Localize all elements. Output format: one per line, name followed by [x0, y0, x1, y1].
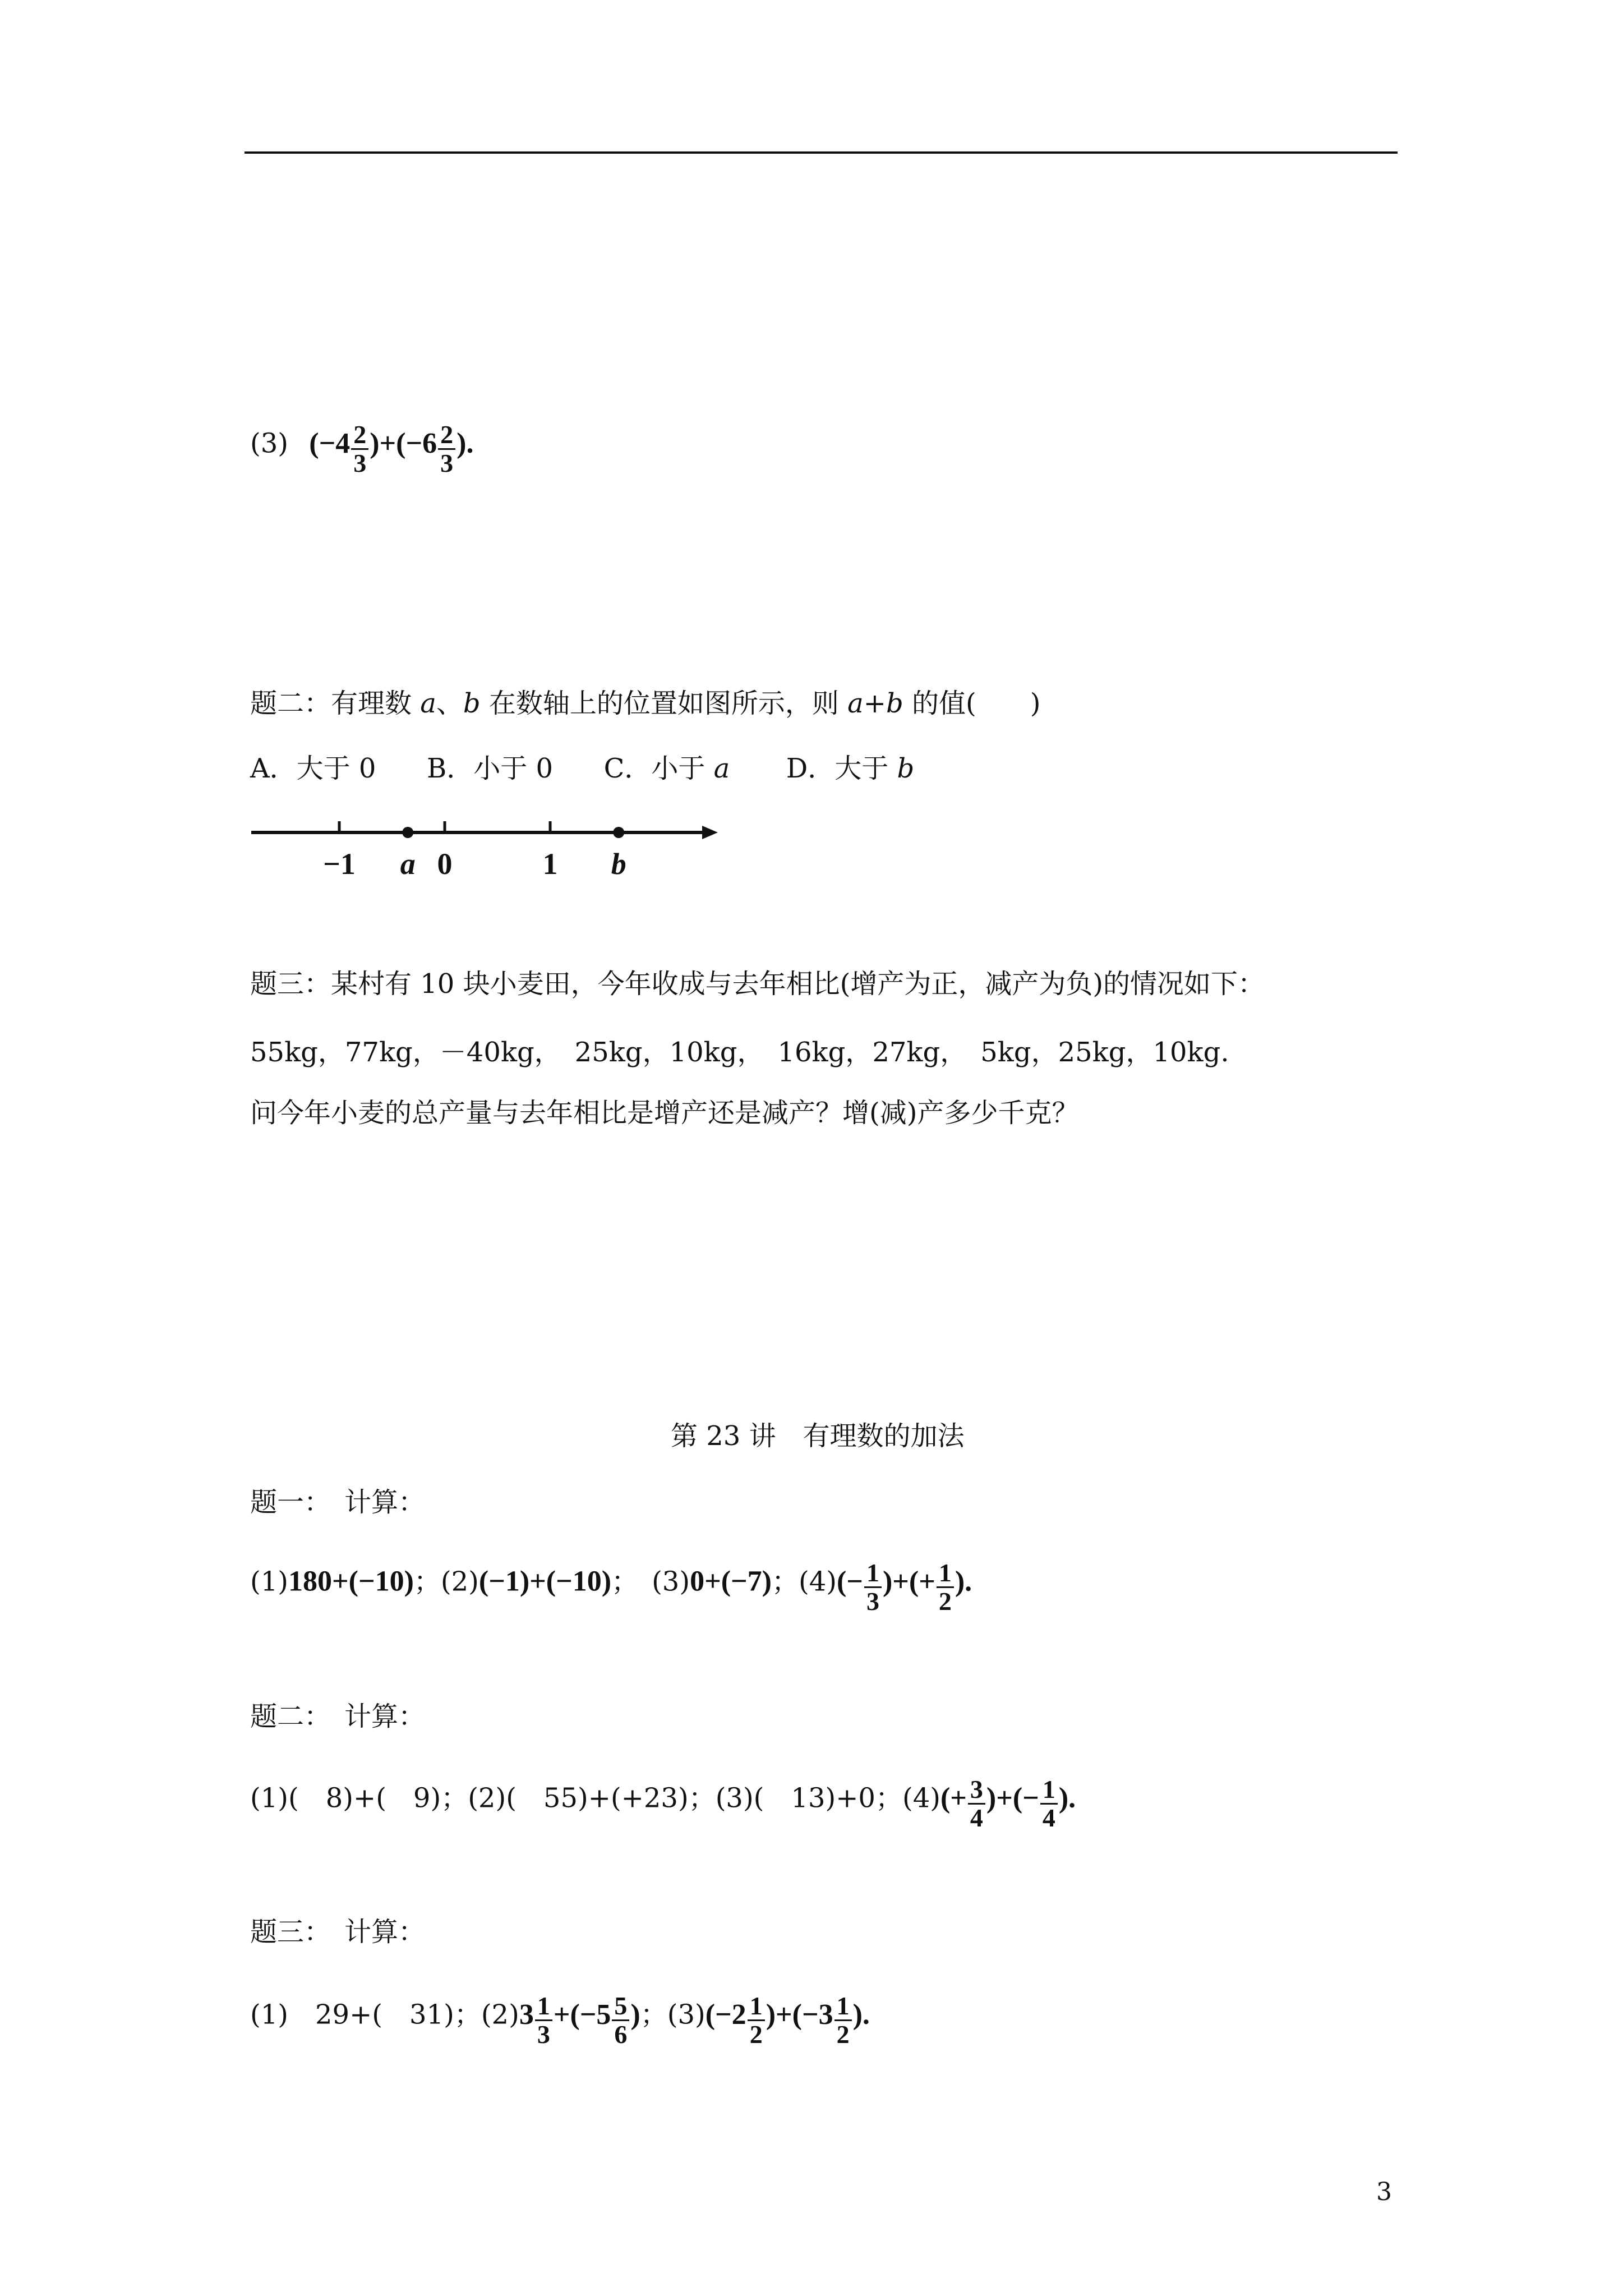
point-b: [613, 827, 624, 838]
option-d: [786, 753, 914, 784]
expr-part: ).: [1058, 1782, 1076, 1814]
option-c: [604, 753, 730, 784]
expr-4a: (−: [836, 1565, 863, 1598]
sep: ；(4): [771, 1566, 837, 1598]
var-a-plus-b: a+b: [847, 688, 903, 719]
header-rule: [245, 151, 1398, 154]
fraction: [1040, 1776, 1058, 1832]
p3-heading: 题三： 计算：: [250, 1916, 426, 1948]
denominator: 3: [866, 1587, 879, 1616]
fraction: [937, 1559, 954, 1616]
expr-3: 0+(−7): [690, 1565, 772, 1598]
expr-part: (−2: [705, 1998, 746, 2031]
option-d-var: b: [897, 753, 915, 784]
numerator: 2: [351, 421, 368, 450]
arrow-head-icon: [702, 826, 718, 839]
item-label: (3): [250, 427, 288, 459]
whole: 3: [519, 1998, 534, 2031]
p3-expressions: [250, 1989, 870, 2049]
p2-heading: 题二： 计算：: [250, 1701, 426, 1732]
expr-part: ).: [457, 427, 474, 459]
q2-sep: 、: [436, 688, 463, 719]
p1-expressions: [250, 1556, 972, 1616]
denominator: 6: [614, 2020, 628, 2049]
fraction: [438, 421, 455, 477]
tick-label: 0: [437, 847, 453, 881]
q3-line3: 问今年小麦的总产量与去年相比是增产还是减产？增(减)产多少千克？: [250, 1097, 1079, 1129]
fraction: [351, 421, 368, 477]
page-number: 3: [1376, 2178, 1392, 2206]
option-d-text: D．大于: [786, 753, 897, 784]
numerator: 3: [968, 1776, 985, 1805]
numerator: 1: [748, 1993, 765, 2021]
sep: ； (3): [611, 1566, 690, 1598]
expr-part: (+: [940, 1782, 967, 1814]
numerator: 1: [1040, 1776, 1058, 1805]
fraction: [748, 1993, 765, 2049]
expr-part: ).: [852, 1998, 870, 2031]
denominator: 4: [970, 1803, 983, 1833]
denominator: 3: [537, 2020, 550, 2049]
fraction: [612, 1993, 629, 2049]
expr-part: ): [630, 1998, 640, 2031]
lecture-title: 第 23 讲 有理数的加法: [671, 1420, 965, 1452]
expr-1: 180+(−10): [288, 1565, 414, 1598]
expr-part: (−4: [309, 427, 351, 459]
p2-expressions: [250, 1773, 1076, 1833]
q2-options: [250, 755, 914, 782]
denominator: 3: [440, 449, 454, 478]
p1-heading: 题一： 计算：: [250, 1487, 426, 1518]
expr-part: )+(−: [986, 1782, 1039, 1814]
expr-part: )+(−3: [766, 1998, 833, 2031]
point-label-a: a: [400, 847, 416, 881]
numerator: 2: [438, 421, 455, 450]
q2-suffix: 的值( ): [903, 688, 1041, 719]
q2-prefix: 题二：有理数: [250, 688, 421, 719]
fraction: [834, 1993, 852, 2049]
denominator: 4: [1042, 1803, 1055, 1833]
numerator: 1: [535, 1993, 552, 2021]
tick-label: 1: [542, 847, 558, 881]
option-b: B．小于 0: [427, 753, 554, 784]
fraction: [864, 1559, 882, 1616]
denominator: 2: [938, 1587, 952, 1616]
expr-part: +(−5: [553, 1998, 611, 2031]
p3-body: (1) 29+( 31)；(2): [250, 1999, 519, 2031]
expr-part: )+(−6: [370, 427, 437, 459]
q2-mid: 在数轴上的位置如图所示，则: [480, 688, 848, 719]
sep: ；(3): [640, 1999, 706, 2031]
var-a: a: [420, 688, 436, 719]
tick-label: −1: [323, 847, 356, 881]
sep: ；(2): [413, 1566, 479, 1598]
expr-2: (−1)+(−10): [478, 1565, 612, 1598]
numerator: 1: [864, 1559, 882, 1588]
p2-body: (1)( 8)+( 9)；(2)( 55)+(+23)；(3)( 13)+0；(4): [250, 1782, 940, 1814]
denominator: 3: [353, 449, 367, 478]
point-label-b: b: [611, 847, 626, 881]
denominator: 2: [749, 2020, 763, 2049]
expr-4c: ).: [955, 1565, 972, 1598]
option-a: A．大于 0: [250, 753, 376, 784]
numerator: 5: [612, 1993, 629, 2021]
q3-line1: 题三：某村有 10 块小麦田，今年收成与去年相比(增产为正，减产为负)的情况如下：: [250, 968, 1265, 1000]
fraction: [968, 1776, 985, 1832]
expr-4b: )+(+: [882, 1565, 935, 1598]
option-c-text: C．小于: [603, 753, 714, 784]
numerator: 1: [834, 1993, 852, 2021]
numerator: 1: [937, 1559, 954, 1588]
var-b: b: [463, 688, 481, 719]
fraction: [535, 1993, 552, 2049]
number-line: [247, 808, 751, 892]
denominator: 2: [836, 2020, 850, 2049]
item-3-expression: [250, 418, 474, 478]
option-c-var: a: [713, 753, 730, 784]
q3-line2: 55kg，77kg，－40kg， 25kg，10kg， 16kg，27kg， 5kg，25kg，10kg.: [250, 1037, 1229, 1068]
q2-stem: [250, 690, 1040, 717]
point-a: [402, 827, 413, 838]
p1-label: (1): [250, 1566, 288, 1598]
